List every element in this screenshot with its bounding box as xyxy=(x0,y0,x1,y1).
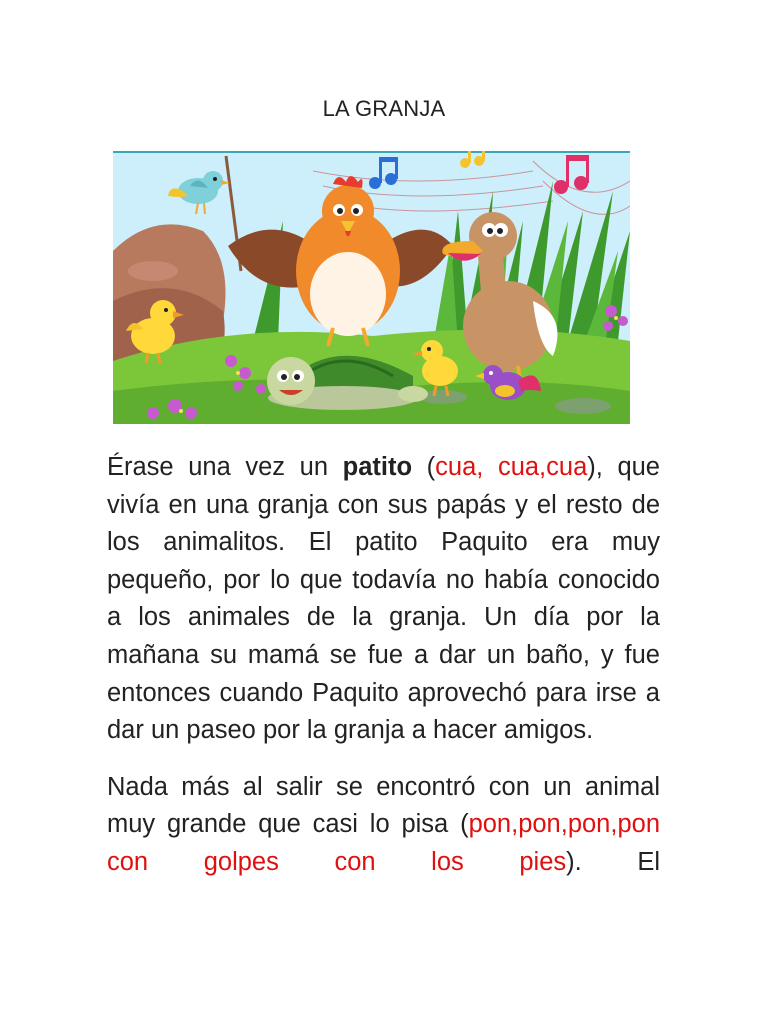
story-text xyxy=(107,449,660,901)
paragraph xyxy=(107,769,660,882)
paragraph-text: ), que vivía en una granja con sus papás y el resto de los animalitos. El patito Paquito era muy pequeño, por lo que todavía no había conocido a los animales de la granja. Un día por la mañana su mamá se fue a dar un baño, y fue entonces cuando Paquito aprovechó para irse a dar un paseo por la granja a hacer amigos. xyxy=(107,453,660,745)
sound-text: cua, cua,cua xyxy=(435,453,588,481)
sound-text: pon,pon,pon,pon con golpes con los pies xyxy=(107,810,660,876)
bold-word: patito xyxy=(342,453,413,481)
farm-illustration xyxy=(113,151,630,424)
paragraph-text: Érase una vez un xyxy=(107,453,343,481)
paragraph xyxy=(107,449,660,750)
paragraph-text: ). El xyxy=(566,847,660,876)
paragraph-text: Nada más al salir se encontró con un animal muy grande que casi lo pisa ( xyxy=(107,772,660,839)
page-title: LA GRANJA xyxy=(322,96,446,121)
paragraph-text: ( xyxy=(412,453,436,481)
